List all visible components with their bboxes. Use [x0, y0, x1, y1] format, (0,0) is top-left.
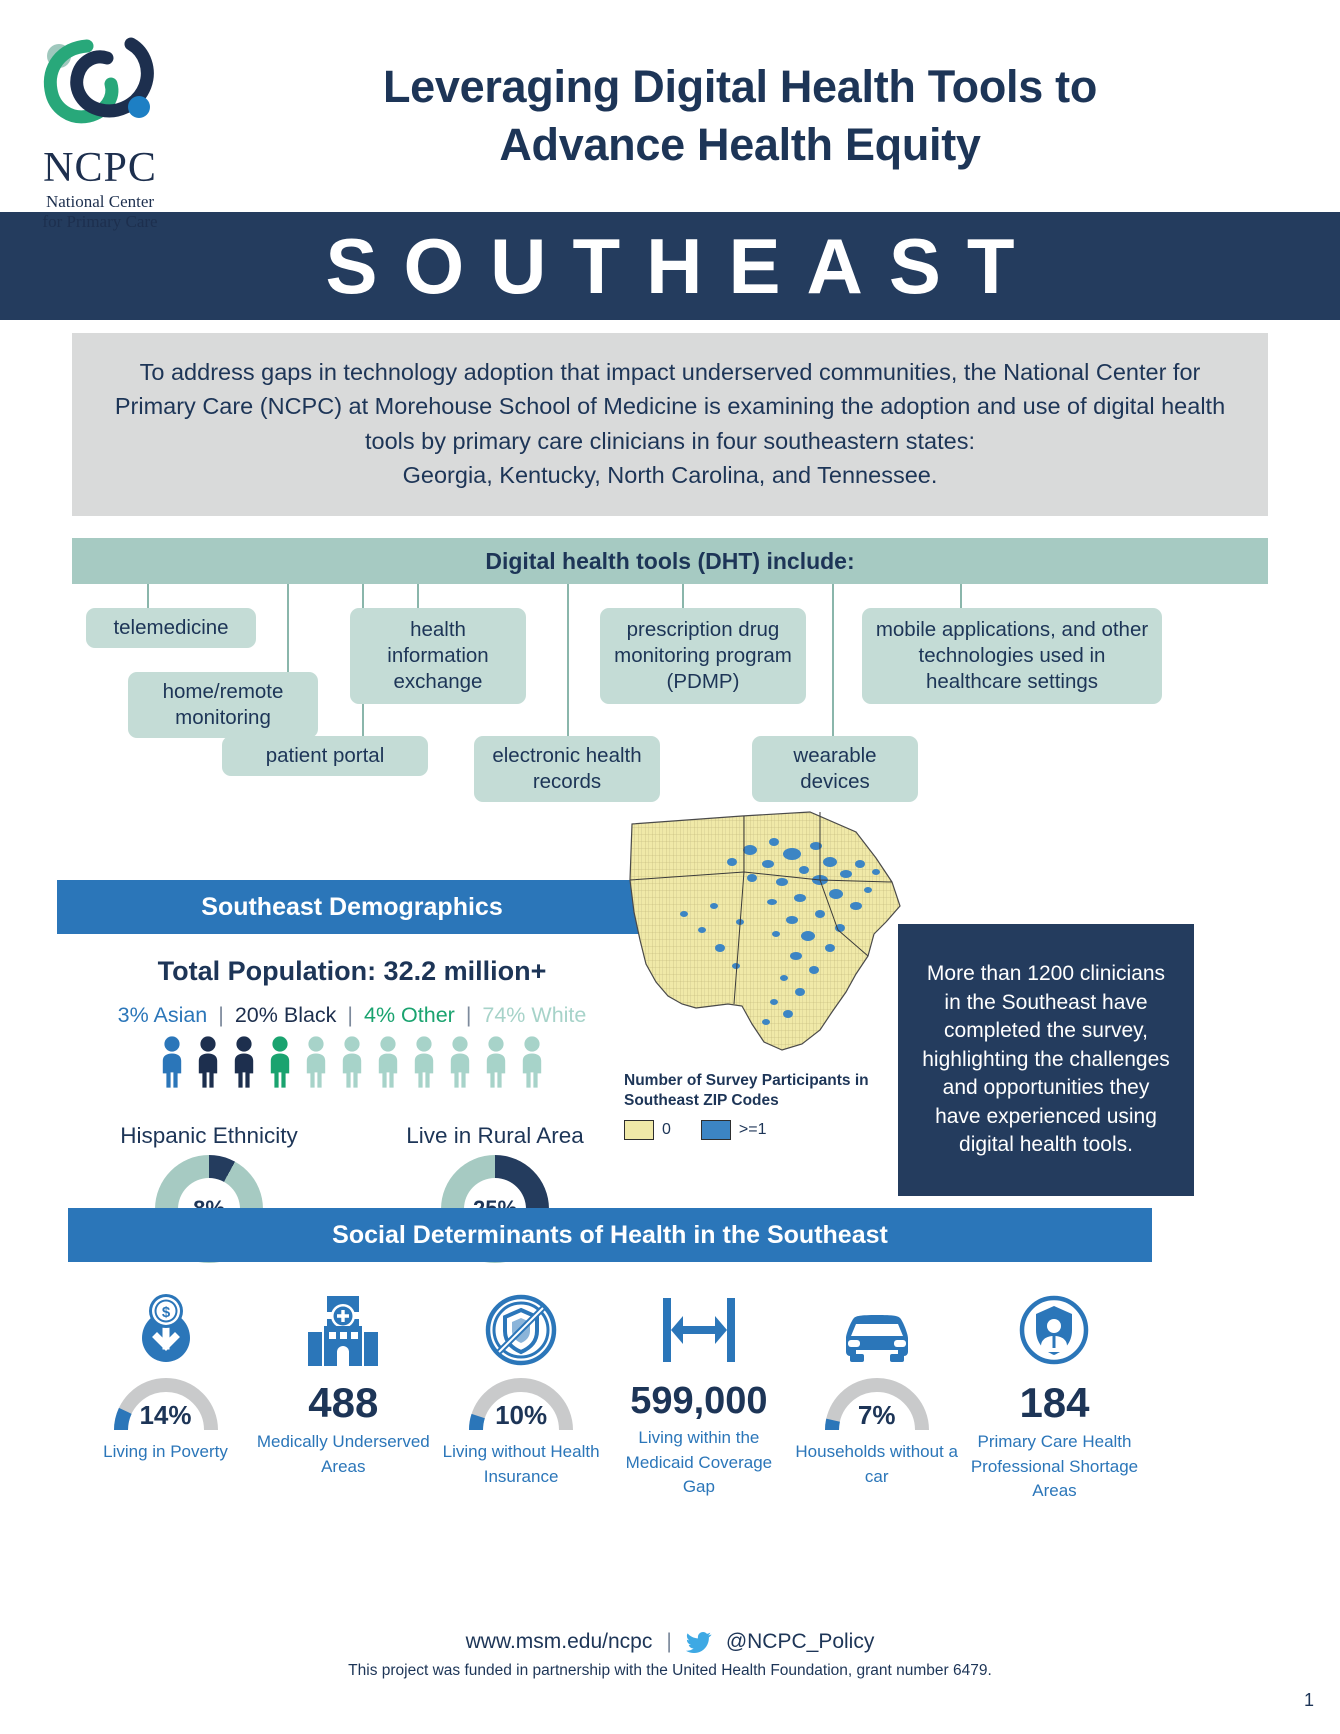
- ncpc-logo-mark: [35, 30, 165, 145]
- gauge-container: [78, 1374, 253, 1434]
- gauge-container: [434, 1374, 609, 1434]
- dht-connector: [960, 584, 962, 608]
- race-label-other: 4% Other: [364, 1003, 455, 1027]
- sdoh-stat-cell: [78, 1288, 253, 1504]
- coverage-gap-icon: [611, 1288, 786, 1366]
- legend-swatch-zero: [624, 1120, 654, 1140]
- legend-label-one-plus: >=1: [738, 1121, 767, 1139]
- sdoh-value: 14%: [139, 1400, 192, 1430]
- map-legend-title: Number of Survey Participants in Southeast ZIP Codes: [624, 1072, 869, 1110]
- sdoh-label: Living within the Medicaid Coverage Gap: [625, 1428, 773, 1497]
- donut-label: Live in Rural Area: [406, 1123, 584, 1148]
- page-header: [0, 0, 1340, 231]
- dht-item-label: prescription drug monitoring program (PDMP): [614, 617, 792, 694]
- dht-connector: [682, 584, 684, 608]
- sdoh-section: [68, 1208, 1152, 1504]
- sdoh-value: 184: [1019, 1379, 1090, 1426]
- funding-note: This project was funded in partnership with the United Health Foundation, grant number 6479.: [348, 1662, 992, 1679]
- sdoh-label: Primary Care Health Professional Shortage Areas: [970, 1432, 1139, 1501]
- sdoh-stat-cell: [611, 1288, 786, 1504]
- race-legend: [57, 1003, 647, 1028]
- footer-separator: |: [666, 1630, 672, 1653]
- sdoh-stats-grid: [68, 1288, 1152, 1504]
- page-number: 1: [1303, 1690, 1314, 1710]
- dht-item-wearable-devices: [752, 736, 918, 802]
- clinician-callout: [898, 924, 1194, 1196]
- title-block: [200, 18, 1340, 173]
- sdoh-value: 488: [308, 1379, 379, 1426]
- dht-item-patient-portal: [222, 736, 428, 776]
- dht-item-mobile-applications: [862, 608, 1162, 704]
- dht-item-telemedicine: [86, 608, 256, 648]
- donut-label: Hispanic Ethnicity: [120, 1123, 298, 1148]
- logo-tagline: National Center for Primary Care: [42, 192, 158, 231]
- website-link[interactable]: www.msm.edu/ncpc: [465, 1630, 653, 1653]
- sdoh-stat-cell: [434, 1288, 609, 1504]
- region-band-label: SOUTHEAST: [325, 222, 1041, 310]
- dht-item-label: electronic health records: [492, 743, 642, 794]
- dht-section: [72, 538, 1268, 794]
- sdoh-label: Medically Underserved Areas: [256, 1432, 430, 1476]
- ncpc-logo: [0, 18, 200, 231]
- sdoh-label: Living without Health Insurance: [442, 1442, 600, 1486]
- car-icon: [789, 1288, 964, 1366]
- legend-separator: |: [218, 1003, 224, 1027]
- logo-wordmark: NCPC: [43, 145, 157, 191]
- person-icon: [445, 1036, 475, 1093]
- page-footer: [0, 1630, 1340, 1680]
- gauge-container: [789, 1374, 964, 1434]
- dht-item-label: telemedicine: [113, 616, 229, 640]
- hospital-icon: [256, 1288, 431, 1366]
- dht-item-label: mobile applications, and other technologies used in healthcare settings: [875, 617, 1149, 694]
- dollar-down-arrow-icon: [78, 1288, 253, 1366]
- sdoh-stat-cell: [256, 1288, 431, 1504]
- dht-item-electronic-health-records: [474, 736, 660, 802]
- dht-item-label: home/remote monitoring: [162, 679, 284, 730]
- population-person-icons: [57, 1036, 647, 1093]
- footer-links: [0, 1630, 1340, 1654]
- region-band: [0, 212, 1340, 320]
- callout-text: More than 1200 clinicians in the Southeast have completed the survey, highlighting the challenges and opportunities they have experienced using digital health tools.: [922, 962, 1170, 1157]
- southeast-map-image: [624, 806, 924, 1061]
- dht-connector: [832, 584, 834, 736]
- sdoh-stat-cell: [967, 1288, 1142, 1504]
- person-icon: [337, 1036, 367, 1093]
- dht-connector: [287, 584, 289, 672]
- race-label-white: 74% White: [482, 1003, 587, 1027]
- sdoh-label: Households without a car: [795, 1442, 958, 1486]
- dht-item-label: health information exchange: [387, 617, 489, 694]
- twitter-icon: [686, 1632, 712, 1653]
- dht-item-label: wearable devices: [793, 743, 877, 794]
- dht-item-label: patient portal: [265, 744, 385, 768]
- demographics-section: [57, 880, 647, 1263]
- person-icon: [517, 1036, 547, 1093]
- legend-label-zero: 0: [662, 1121, 671, 1139]
- dht-item-home-remote-monitoring: [128, 672, 318, 738]
- intro-paragraph: [72, 333, 1268, 516]
- person-icon: [301, 1036, 331, 1093]
- dht-header: Digital health tools (DHT) include:: [72, 538, 1268, 584]
- legend-swatch-one-plus: [701, 1120, 731, 1140]
- twitter-handle[interactable]: @NCPC_Policy: [725, 1630, 875, 1653]
- intro-states: Georgia, Kentucky, North Carolina, and Tennessee.: [402, 461, 938, 488]
- person-icon: [373, 1036, 403, 1093]
- survey-participant-map: [624, 806, 924, 1140]
- person-icon: [409, 1036, 439, 1093]
- race-label-asian: 3% Asian: [117, 1003, 208, 1027]
- sdoh-header: Social Determinants of Health in the Southeast: [68, 1208, 1152, 1262]
- health-professional-icon: [967, 1288, 1142, 1366]
- dht-box-container: [72, 584, 1268, 794]
- sdoh-value: 10%: [495, 1400, 548, 1430]
- map-legend: [624, 1120, 924, 1140]
- svg-text:$: $: [161, 1304, 170, 1321]
- page-title: Leveraging Digital Health Tools to Advance Health Equity: [382, 61, 1098, 170]
- person-icon: [157, 1036, 187, 1093]
- person-icon: [265, 1036, 295, 1093]
- dht-connector: [147, 584, 149, 608]
- sdoh-value: 7%: [857, 1400, 896, 1430]
- dht-item-health-information-exchange: [350, 608, 526, 704]
- no-insurance-shield-icon: [434, 1288, 609, 1366]
- total-population: Total Population: 32.2 million+: [157, 956, 547, 986]
- legend-separator: |: [347, 1003, 354, 1027]
- sdoh-stat-cell: [789, 1288, 964, 1504]
- race-label-black: 20% Black: [234, 1003, 337, 1027]
- dht-connector: [567, 584, 569, 736]
- intro-text: To address gaps in technology adoption that impact underserved communities, the National Center for Primary Care (NCPC) at Morehouse School of Medicine is examining the adoption and use of digital health tools by primary care clinicians in four southeastern states:: [114, 359, 1226, 454]
- dht-connector: [417, 584, 419, 608]
- demographics-header: Southeast Demographics: [57, 880, 647, 934]
- person-icon: [481, 1036, 511, 1093]
- person-icon: [229, 1036, 259, 1093]
- sdoh-value: 599,000: [630, 1380, 768, 1422]
- sdoh-label: Living in Poverty: [103, 1442, 228, 1461]
- legend-separator: |: [465, 1003, 472, 1027]
- person-icon: [193, 1036, 223, 1093]
- dht-item-pdmp: [600, 608, 806, 704]
